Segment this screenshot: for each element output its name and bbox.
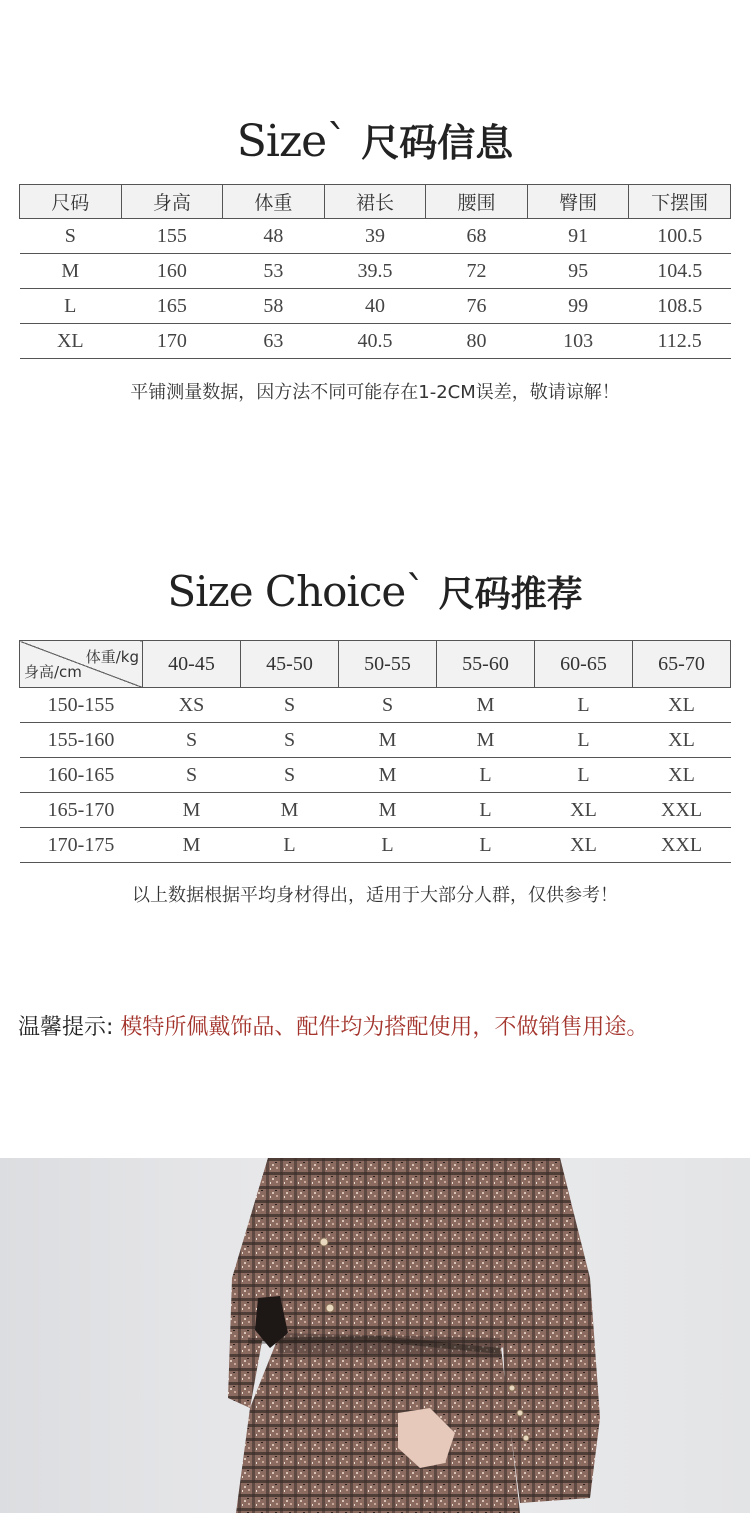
table-cell: 48 (223, 219, 325, 254)
size-info-title (0, 112, 750, 167)
size-cell: S (241, 688, 339, 723)
table-cell: 76 (426, 289, 528, 324)
table-row (20, 324, 731, 359)
size-info-table (19, 184, 731, 359)
table-cell: 39.5 (324, 254, 426, 289)
table-cell: 39 (324, 219, 426, 254)
size-cell: XS (143, 688, 241, 723)
height-cell: 160-165 (20, 758, 143, 793)
table-row (20, 723, 731, 758)
table-cell: 155 (121, 219, 223, 254)
weight-header: 55-60 (437, 641, 535, 688)
table-cell: 160 (121, 254, 223, 289)
size-cell: L (437, 828, 535, 863)
size-info-header: 臀围 (527, 185, 629, 219)
table-cell: 104.5 (629, 254, 731, 289)
size-choice-title-en: Size Choice` (167, 567, 426, 616)
size-cell: M (437, 723, 535, 758)
table-cell: 99 (527, 289, 629, 324)
size-cell: M (339, 723, 437, 758)
size-cell: M (241, 793, 339, 828)
table-cell: 95 (527, 254, 629, 289)
size-cell: S (339, 688, 437, 723)
size-cell: S (241, 758, 339, 793)
table-row (20, 254, 731, 289)
size-cell: XL (633, 688, 731, 723)
table-row (20, 793, 731, 828)
size-cell: L (535, 723, 633, 758)
size-info-header: 腰围 (426, 185, 528, 219)
table-cell: 108.5 (629, 289, 731, 324)
warm-tip-text: 模特所佩戴饰品、配件均为搭配使用，不做销售用途。 (120, 1015, 649, 1040)
table-cell: 40 (324, 289, 426, 324)
table-cell: M (20, 254, 122, 289)
size-cell: XXL (633, 828, 731, 863)
size-cell: L (535, 688, 633, 723)
size-info-note: 平铺测量数据，因方法不同可能存在1-2CM误差，敬请谅解！ (130, 382, 620, 403)
table-row (20, 688, 731, 723)
table-cell: 40.5 (324, 324, 426, 359)
height-cell: 150-155 (20, 688, 143, 723)
weight-header: 60-65 (535, 641, 633, 688)
table-row (20, 289, 731, 324)
table-cell: 68 (426, 219, 528, 254)
size-cell: M (339, 793, 437, 828)
size-info-header: 体重 (223, 185, 325, 219)
tweed-outfit-image (0, 1158, 750, 1513)
table-cell: 100.5 (629, 219, 731, 254)
height-cell: 165-170 (20, 793, 143, 828)
table-cell: 72 (426, 254, 528, 289)
size-cell: M (339, 758, 437, 793)
size-choice-title (0, 566, 750, 617)
model-photo (0, 1158, 750, 1513)
table-cell: 58 (223, 289, 325, 324)
table-cell: XL (20, 324, 122, 359)
diagonal-header-cell (20, 641, 143, 688)
table-cell: S (20, 219, 122, 254)
table-cell: 103 (527, 324, 629, 359)
size-cell: S (241, 723, 339, 758)
size-cell: XL (633, 723, 731, 758)
weight-header: 40-45 (143, 641, 241, 688)
table-cell: 80 (426, 324, 528, 359)
table-cell: 165 (121, 289, 223, 324)
size-info-header: 裙长 (324, 185, 426, 219)
height-axis-label: 身高/cm (24, 663, 82, 681)
size-info-header: 尺码 (20, 185, 122, 219)
size-cell: XL (535, 793, 633, 828)
size-info-title-en: Size` (236, 116, 348, 167)
table-row (20, 758, 731, 793)
size-info-title-zh: 尺码信息 (361, 121, 514, 165)
table-cell: 63 (223, 324, 325, 359)
weight-axis-label: 体重/kg (85, 648, 139, 666)
size-choice-note: 以上数据根据平均身材得出，适用于大部分人群，仅供参考！ (132, 885, 618, 906)
table-cell: L (20, 289, 122, 324)
size-cell: XXL (633, 793, 731, 828)
height-cell: 170-175 (20, 828, 143, 863)
size-cell: L (535, 758, 633, 793)
size-cell: M (437, 688, 535, 723)
size-cell: L (339, 828, 437, 863)
table-cell: 170 (121, 324, 223, 359)
size-cell: XL (633, 758, 731, 793)
size-cell: S (143, 758, 241, 793)
warm-tip-label: 温馨提示: (18, 1015, 121, 1040)
size-choice-title-zh: 尺码推荐 (438, 574, 583, 615)
size-info-header: 下摆围 (629, 185, 731, 219)
height-cell: 155-160 (20, 723, 143, 758)
size-cell: S (143, 723, 241, 758)
size-cell: M (143, 793, 241, 828)
table-row (20, 219, 731, 254)
size-cell: XL (535, 828, 633, 863)
table-cell: 91 (527, 219, 629, 254)
weight-header: 50-55 (339, 641, 437, 688)
size-info-header: 身高 (121, 185, 223, 219)
size-choice-header-row (20, 641, 731, 688)
size-choice-table (19, 640, 731, 863)
weight-header: 65-70 (633, 641, 731, 688)
table-cell: 53 (223, 254, 325, 289)
table-cell: 112.5 (629, 324, 731, 359)
warm-tip (18, 1010, 648, 1041)
size-info-header-row (20, 185, 731, 219)
weight-header: 45-50 (241, 641, 339, 688)
table-row (20, 828, 731, 863)
size-cell: M (143, 828, 241, 863)
size-cell: L (437, 793, 535, 828)
size-cell: L (437, 758, 535, 793)
size-cell: L (241, 828, 339, 863)
